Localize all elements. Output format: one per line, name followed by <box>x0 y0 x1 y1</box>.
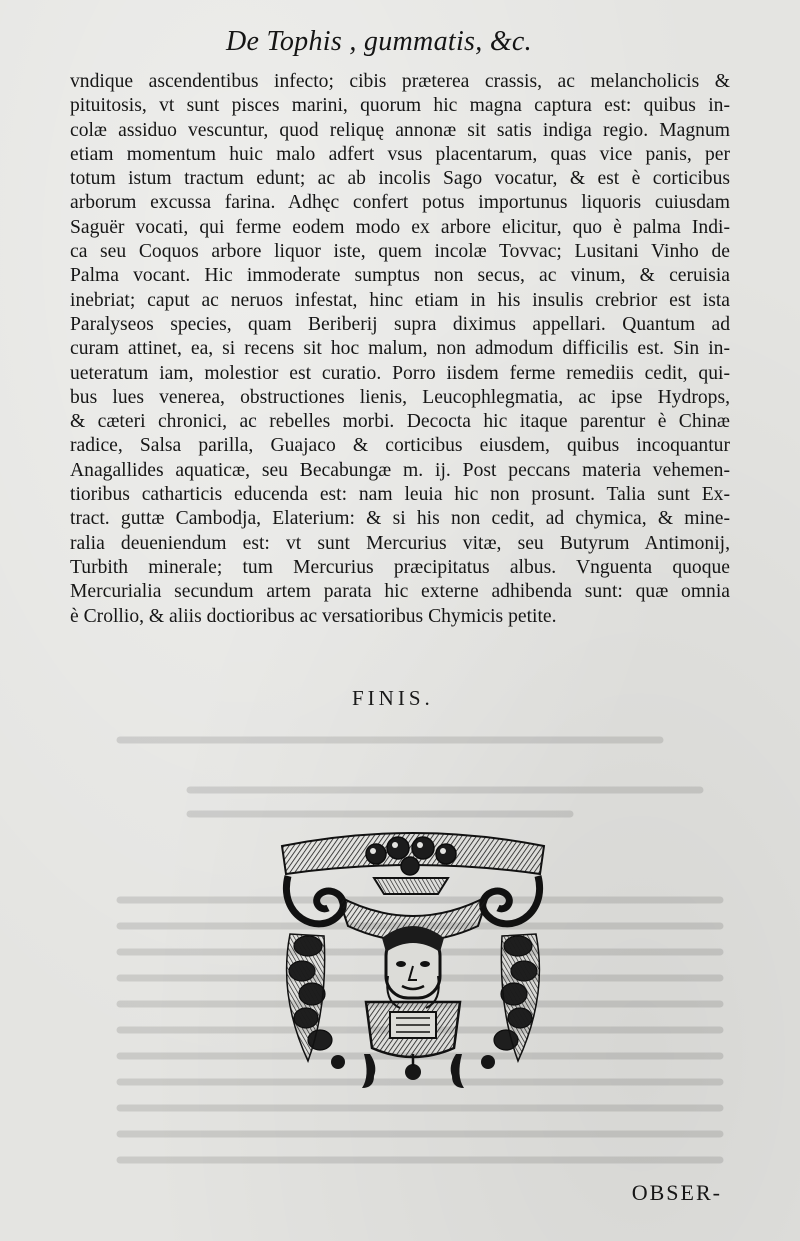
woodcut-ornament <box>278 826 548 1096</box>
text-line: radice, Salsa parilla, Guajaco & corticibus eiusdem, quibus incoquantur <box>70 435 730 457</box>
text-line: Saguër vocati, qui ferme eodem modo ex arbore elicitur, quo è palma Indi- <box>70 216 730 238</box>
catchword: OBSER- <box>631 1180 722 1205</box>
text-line: arborum excussa farina. Adhęc confert potus importunus liquoris cuiusdam <box>70 192 730 214</box>
finis-heading: FINIS. <box>352 686 434 710</box>
text-line: ralia deueniendum est: vt sunt Mercurius vitæ, seu Butyrum Antimonij, <box>70 532 730 554</box>
text-line: Paralyseos species, quam Beriberij supra diximus appellari. Quantum ad <box>70 313 730 335</box>
text-line: & cæteri chronici, ac rebelles morbi. Decocta hic itaque parentur è Chinæ <box>70 411 730 433</box>
text-line: vndique ascendentibus infecto; cibis præterea crassis, ac melancholicis & <box>70 71 730 92</box>
text-line: ueteratum iam, molestior est curatio. Porro iisdem ferme remediis cedit, qui- <box>70 362 730 384</box>
text-line: Mercurialia secundum artem parata hic externe adhibenda sunt: quæ omnia <box>70 581 730 603</box>
body-text <box>70 70 730 629</box>
text-line: curam attinet, ea, si recens sit hoc malum, non admodum difficilis est. Sin in- <box>70 338 730 360</box>
text-line: totum istum tractum edunt; ac ab incolis Sago vocatur, & est è corticibus <box>70 168 730 190</box>
text-line: Turbith minerale; tum Mercurius præcipitatus albus. Vnguenta quoque <box>70 556 730 578</box>
text-line: colæ assiduo vescuntur, quod reliquę annonæ sit satis indiga regio. Magnum <box>70 119 730 141</box>
text-line: Anagallides aquaticæ, seu Becabungæ m. ij. Post peccans materia vehemen- <box>70 459 730 481</box>
text-line: ca seu Coquos arbore liquor iste, quem incolæ Tovvac; Lusitani Vinho de <box>70 241 730 263</box>
text-line: bus lues venerea, obstructiones lienis, Leucophlegmatia, ac ipse Hydrops, <box>70 386 730 408</box>
text-line: inebriat; caput ac neruos infestat, hinc etiam in his insulis crebrior est ista <box>70 289 730 311</box>
text-line: è Crollio, & aliis doctioribus ac versatioribus Chymicis petite. <box>70 605 557 627</box>
text-line: etiam momentum huic malo adfert vsus placentarum, quas vice panis, per <box>70 143 730 165</box>
text-line: Palma vocant. Hic immoderate sumptus non secus, ac vinum, & ceruisia <box>70 265 730 287</box>
running-title: De Tophis , gummatis, &c. <box>226 26 532 57</box>
text-line: tioribus catharticis educenda est: nam leuia hic non prosunt. Talia sunt Ex- <box>70 484 730 506</box>
text-line: tract. guttæ Cambodja, Elaterium: & si his non cedit, ad chymica, & mine- <box>70 508 730 530</box>
text-line: pituitosis, vt sunt pisces marini, quorum hic magna captura est: quibus in- <box>70 95 730 117</box>
